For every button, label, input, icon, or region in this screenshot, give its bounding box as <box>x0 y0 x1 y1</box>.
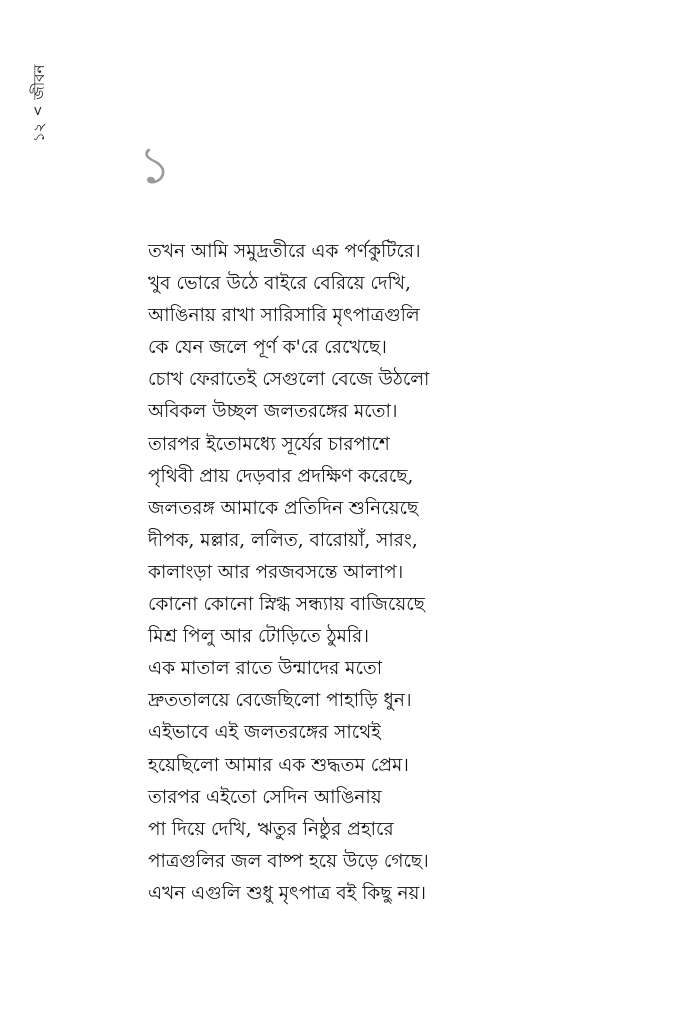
poem-line: এক মাতাল রাতে উন্মাদের মতো <box>148 658 383 680</box>
poem-line: অবিকল উচ্ছল জলতরঙ্গের মতো। <box>148 401 398 423</box>
poem-line: এখন এগুলি শুধু মৃৎপাত্র বই কিছু নয়। <box>148 882 426 904</box>
poem-line: পৃথিবী প্রায় দেড়বার প্রদক্ষিণ করেছে, <box>148 465 414 487</box>
poem-line: তারপর এইতো সেদিন আঙিনায় <box>148 786 382 808</box>
poem-line: কে যেন জলে পূর্ণ ক'রে রেখেছে। <box>148 337 387 359</box>
poem-body <box>148 236 628 910</box>
header-separator: < <box>31 105 46 117</box>
poem-line: হয়েছিলো আমার এক শুদ্ধতম প্রেম। <box>148 754 409 776</box>
poem-line: মিশ্র পিলু আর টোড়িতে ঠুমরি। <box>148 626 369 648</box>
poem-line: পাত্রগুলির জল বাষ্প হয়ে উড়ে গেছে। <box>148 850 429 872</box>
page-header-text <box>28 65 50 142</box>
poem-line: চোখ ফেরাতেই সেগুলো বেজে উঠলো <box>148 369 430 391</box>
section-number: ১ <box>138 136 172 196</box>
page-header <box>24 64 54 142</box>
poem-line: এইভাবে এই জলতরঙ্গের সাথেই <box>148 722 381 744</box>
poem-line: আঙিনায় রাখা সারিসারি মৃৎপাত্রগুলি <box>148 305 420 327</box>
book-title: জীবন <box>30 64 48 100</box>
poem-line: পা দিয়ে দেখি, ঋতুর নিষ্ঠুর প্রহারে <box>148 818 394 840</box>
poem-line: তখন আমি সমুদ্রতীরে এক পর্ণকুটিরে। <box>148 241 421 262</box>
poem-line: কোনো কোনো স্নিগ্ধ সন্ধ্যায় বাজিয়েছে <box>148 594 425 616</box>
poem-line: দ্রুততালয়ে বেজেছিলো পাহাড়ি ধুন। <box>148 690 412 712</box>
page-number: ১২ <box>30 122 48 142</box>
poem-line: তারপর ইতোমধ্যে সূর্যের চারপাশে <box>148 433 390 455</box>
poem-line: দীপক, মল্লার, ললিত, বারোয়াঁ, সারং, <box>148 529 418 551</box>
poem-line: কালাংড়া আর পরজবসন্তে আলাপ। <box>148 561 404 583</box>
poem-line: খুব ভোরে উঠে বাইরে বেরিয়ে দেখি, <box>148 273 411 295</box>
poem-line: জলতরঙ্গ আমাকে প্রতিদিন শুনিয়েছে <box>148 497 419 519</box>
